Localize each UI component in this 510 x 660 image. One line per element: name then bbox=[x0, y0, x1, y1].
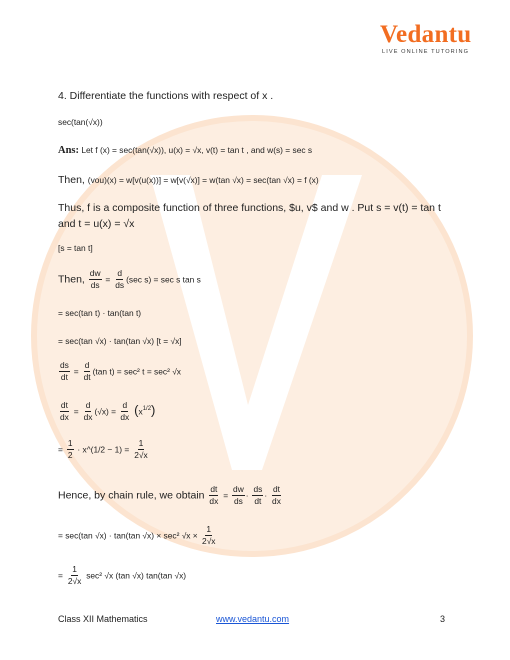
thus-line-1: Thus, f is a composite function of three functions, $u, v$ and w . Put s = v(t) = tan t bbox=[58, 202, 441, 214]
chain-rule-line: Hence, by chain rule, we obtain $\frac{dt}{dx}$ = $\frac{dw}{ds}$ · $\frac{ds}{dt}$ · $\frac{dt}{dx}$ bbox=[58, 484, 281, 506]
logo-brand: Vedantu bbox=[380, 21, 472, 48]
ds-dt-fraction: $\frac{ds}{dt}$ bbox=[60, 360, 69, 382]
derivative-sqrt-line: = $\frac{1}{2}$ · x^(1/2 − 1) = $\frac{1}{2√x}$ bbox=[58, 438, 148, 460]
one-over-two-sqrtx-3: $\frac{1}{2√x}$ bbox=[67, 564, 82, 586]
function-text: sec(tan(√x)) bbox=[58, 117, 103, 127]
footer-link[interactable]: www.vedantu.com bbox=[216, 614, 290, 624]
power-rule-step: · x^(1/2 − 1) = bbox=[77, 444, 130, 455]
final-result: sec² √x (tan √x) tan(tan √x) bbox=[86, 570, 187, 581]
ds-dt-line: $\frac{ds}{dt}$ = $\frac{d}{dt}$ (tan t) = sec² t = sec² √x bbox=[60, 360, 181, 382]
step-sec-tan-t: = sec(tan t) · tan(tan t) bbox=[58, 308, 142, 318]
substitution-bracket: [s = tan t] bbox=[58, 243, 93, 253]
then-label: Then, bbox=[58, 174, 88, 186]
dt-dx-fraction-2: $\frac{dt}{dx}$ bbox=[209, 484, 219, 506]
thus-line-2: and t = u(x) = √x bbox=[58, 218, 135, 230]
step-sec-tan-sqrtx: = sec(tan √x) · tan(tan √x) [t = √x] bbox=[58, 336, 182, 346]
logo-tagline: LIVE ONLINE TUTORING bbox=[382, 49, 470, 55]
answer-definitions: Let f (x) = sec(tan(√x)), u(x) = √x, v(t) = tan t , and w(s) = sec s bbox=[79, 145, 313, 155]
then-label-2: Then, bbox=[58, 273, 88, 286]
ds-dt-result: (tan t) = sec² t = sec² √x bbox=[92, 366, 181, 377]
composition-equation: (vou)(x) = w[v(u(x))] = w[v(√x)] = w(tan √x) = sec(tan √x) = f (x) bbox=[87, 175, 319, 185]
one-over-two-sqrtx: $\frac{1}{2√x}$ bbox=[134, 438, 148, 460]
dw-ds-result: (sec s) = sec s tan s bbox=[126, 274, 201, 285]
chain-rule-text: Hence, by chain rule, we obtain bbox=[58, 489, 208, 502]
d-dt-fraction: $\frac{d}{dt}$ bbox=[83, 360, 91, 382]
composition-line bbox=[58, 174, 319, 186]
dw-ds-fraction-2: $\frac{dw}{ds}$ bbox=[233, 484, 244, 506]
page-number: 3 bbox=[440, 614, 446, 624]
dt-dx-fraction-3: $\frac{dt}{dx}$ bbox=[272, 484, 281, 506]
half-exponent: 1/2 bbox=[142, 405, 152, 412]
d-dx-fraction: $\frac{d}{dx}$ bbox=[83, 400, 93, 422]
question-text: 4. Differentiate the functions with respect of x . bbox=[58, 90, 274, 102]
dt-dx-line: $\frac{dt}{dx}$ = $\frac{d}{dx}$ (√x) = $\frac{d}{dx}$ $(x^{1/2})$ bbox=[60, 400, 156, 422]
dw-ds-line: Then, $\frac{dw}{ds}$ = $\frac{d}{ds}$ (sec s) = sec s tan s bbox=[58, 268, 201, 290]
one-half-fraction: $\frac{1}{2}$ bbox=[67, 438, 73, 460]
chain-product-line bbox=[58, 524, 217, 547]
footer-class: Class XII Mathematics bbox=[58, 614, 148, 624]
d-ds-fraction: $\frac{d}{ds}$ bbox=[115, 268, 125, 290]
answer-line bbox=[58, 144, 312, 156]
d-dx-fraction-2: $\frac{d}{dx}$ bbox=[120, 400, 130, 422]
ds-dt-fraction-2: $\frac{ds}{dt}$ bbox=[253, 484, 263, 506]
dt-dx-fraction: $\frac{dt}{dx}$ bbox=[60, 400, 69, 422]
vedantu-logo bbox=[380, 22, 480, 55]
final-result-line: = $\frac{1}{2√x}$ sec² √x (tan √x) tan(tan √x) bbox=[58, 564, 187, 586]
answer-label: Ans: bbox=[58, 145, 80, 156]
dt-dx-mid: (√x) = bbox=[94, 406, 119, 417]
one-over-two-sqrtx-2: $\frac{1}{2√x}$ bbox=[202, 524, 216, 546]
dw-ds-fraction: $\frac{dw}{ds}$ bbox=[89, 268, 101, 290]
chain-product: = sec(tan √x) · tan(tan √x) × sec² √x × bbox=[58, 530, 201, 541]
